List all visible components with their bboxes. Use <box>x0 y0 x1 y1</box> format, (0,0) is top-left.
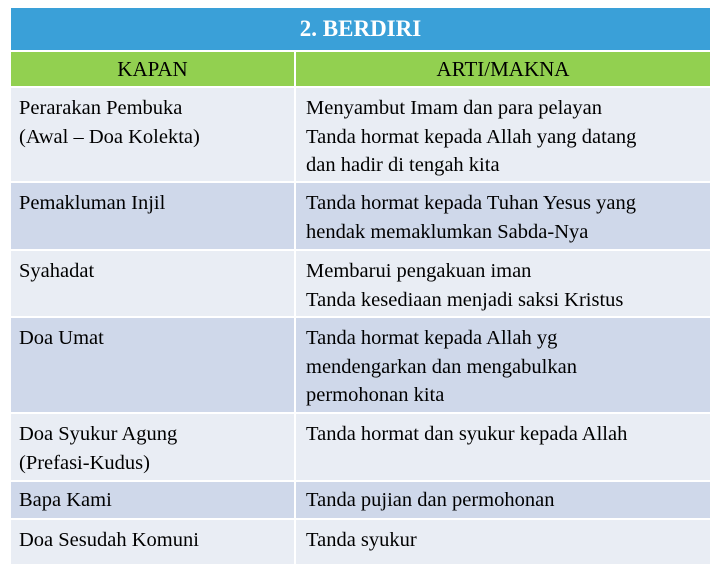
when-cell <box>11 520 294 564</box>
when-line: Syahadat <box>19 260 95 282</box>
meaning-cell <box>294 251 710 316</box>
meaning-cell <box>294 482 710 518</box>
table-row <box>11 520 710 566</box>
meaning-line: Membarui pengakuan iman <box>306 260 532 282</box>
table-row <box>11 183 710 251</box>
when-cell <box>11 183 294 249</box>
table-title: 2. BERDIRI <box>11 8 710 52</box>
table-row <box>11 318 710 414</box>
when-line: Perarakan Pembuka <box>19 97 183 119</box>
meaning-line: Tanda syukur <box>306 529 417 551</box>
meaning-line: permohonan kita <box>306 384 445 406</box>
header-kapan: KAPAN <box>117 56 188 81</box>
when-line: Doa Umat <box>19 327 104 349</box>
when-cell <box>11 482 294 518</box>
meaning-line: Tanda kesediaan menjadi saksi Kristus <box>306 288 624 311</box>
meaning-cell <box>294 318 710 412</box>
meaning-line: dan hadir di tengah kita <box>306 154 500 176</box>
meaning-line: Tanda hormat dan syukur kepada Allah <box>306 423 628 445</box>
header-arti-makna: ARTI/MAKNA <box>294 52 710 86</box>
when-line: (Prefasi-Kudus) <box>19 451 150 474</box>
meaning-cell <box>294 414 710 480</box>
meaning-line: Tanda hormat kepada Allah yg <box>306 327 558 349</box>
berdiri-table <box>11 8 710 566</box>
table-row <box>11 482 710 520</box>
table-row <box>11 88 710 183</box>
meaning-line: Menyambut Imam dan para pelayan <box>306 97 602 119</box>
when-line: (Awal – Doa Kolekta) <box>19 125 200 148</box>
meaning-cell <box>294 520 710 564</box>
table-row <box>11 251 710 318</box>
meaning-cell <box>294 183 710 249</box>
when-cell <box>11 88 294 181</box>
when-cell <box>11 414 294 480</box>
meaning-line: Tanda hormat kepada Allah yang datang <box>306 125 637 148</box>
table-row <box>11 414 710 482</box>
when-cell <box>11 318 294 412</box>
meaning-line: hendak memaklumkan Sabda-Nya <box>306 220 589 243</box>
meaning-line: mendengarkan dan mengabulkan <box>306 355 577 378</box>
meaning-line: Tanda pujian dan permohonan <box>306 489 555 511</box>
when-line: Doa Syukur Agung <box>19 423 178 445</box>
when-line: Pemakluman Injil <box>19 192 166 214</box>
when-line: Bapa Kami <box>19 489 112 511</box>
meaning-line: Tanda hormat kepada Tuhan Yesus yang <box>306 192 636 214</box>
when-cell <box>11 251 294 316</box>
when-line: Doa Sesudah Komuni <box>19 529 199 551</box>
meaning-cell <box>294 88 710 181</box>
header-row <box>11 52 710 88</box>
